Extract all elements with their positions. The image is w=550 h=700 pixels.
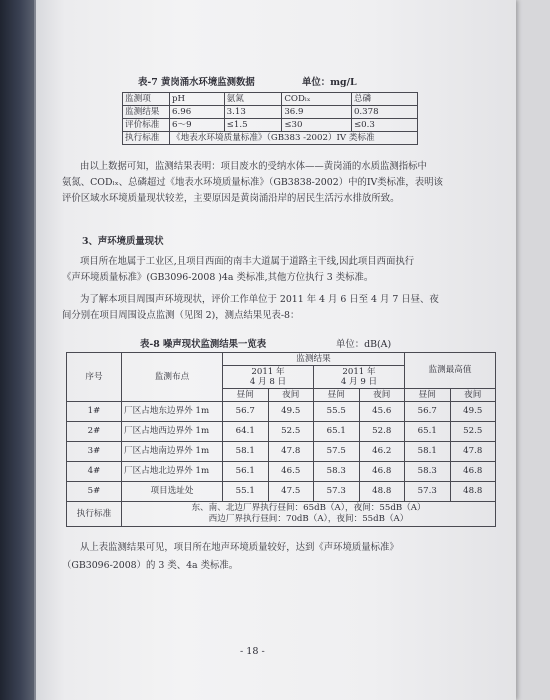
table7-cell: 0.378 (351, 106, 417, 119)
para2-line: 项目所在地属于工业区,且项目西面的南丰大道属于道路主干线,因此项目西面执行 (80, 256, 415, 267)
para1-line: 氨氮、CODₗₓ、总磷超过《地表水环境质量标准》（GB3838-2002）中的IV类标准，表明该 (62, 177, 443, 188)
table8-std-value (122, 502, 496, 527)
table8-cell: 47.8 (450, 442, 496, 462)
table7-header: pH (170, 93, 225, 106)
table8-header-day: 昼间 (223, 389, 269, 402)
std-line1: 东、南、北边厂界执行昼间：65dB（A），夜间：55dB（A） (191, 503, 426, 513)
table7-cell: 6～9 (170, 119, 225, 132)
table8-cell: 46.8 (359, 462, 405, 482)
table-row (67, 482, 496, 502)
table8-cell: 56.7 (223, 402, 269, 422)
table8-cell: 3# (67, 442, 122, 462)
table8-cell: 45.6 (359, 402, 405, 422)
page-number: - 18 - (240, 646, 265, 657)
para3-line: 为了解本项目周围声环境现状，评价工作单位于 2011 年 4 月 6 日至 4 月 7 日昼、夜 (80, 294, 439, 305)
table8-cell: 65.1 (314, 422, 360, 442)
table8-cell: 49.5 (450, 402, 496, 422)
table-row (67, 422, 496, 442)
table8-cell: 项目选址处 (122, 482, 223, 502)
table8-cell: 57.3 (314, 482, 360, 502)
table8-unit: 单位：dB(A) (336, 339, 392, 350)
table8-cell: 56.1 (223, 462, 269, 482)
table7-cell: ≤0.3 (351, 119, 417, 132)
table7-header: 监测项 (123, 93, 170, 106)
table-row (123, 106, 418, 119)
table8-cell: 52.5 (450, 422, 496, 442)
table8-cell: 49.5 (268, 402, 314, 422)
table8-cell: 57.3 (405, 482, 451, 502)
para1-line: 由以上数据可知，监测结果表明：项目废水的受纳水体——黄岗涌的水质监测指标中 (80, 161, 427, 172)
table8-cell: 厂区占地北边界外 1m (122, 462, 223, 482)
table8-header-date1 (223, 366, 314, 389)
table8-cell: 2# (67, 422, 122, 442)
table8-header-night: 夜间 (268, 389, 314, 402)
table8-cell: 52.8 (359, 422, 405, 442)
table8-cell: 55.1 (223, 482, 269, 502)
document-page (36, 0, 516, 700)
table8-header-day: 昼间 (314, 389, 360, 402)
table7-std-value: 《地表水环境质量标准》（GB383 -2002）IV 类标准 (170, 132, 418, 145)
table7-cell: ≤1.5 (224, 119, 282, 132)
table-row (67, 402, 496, 422)
para2-line: 《声环境质量标准》(GB3096-2008 )4a 类标准,其他方位执行 3 类标准。 (62, 272, 374, 283)
table-row (67, 462, 496, 482)
table8-cell: 58.3 (314, 462, 360, 482)
table8-header-date2 (314, 366, 405, 389)
date2-day: 4 月 9 日 (340, 377, 378, 387)
table8-cell: 48.8 (359, 482, 405, 502)
table8-cell: 48.8 (450, 482, 496, 502)
table8-cell: 56.7 (405, 402, 451, 422)
table7-std-label: 执行标准 (123, 132, 170, 145)
table8-cell: 55.5 (314, 402, 360, 422)
table7 (122, 92, 418, 145)
table8-cell: 46.8 (450, 462, 496, 482)
date1-day: 4 月 8 日 (249, 377, 287, 387)
table8-cell: 64.1 (223, 422, 269, 442)
table8-cell: 1# (67, 402, 122, 422)
table7-header: 总磷 (351, 93, 417, 106)
table8-cell: 厂区占地南边界外 1m (122, 442, 223, 462)
para4-line: 从上表监测结果可见，项目所在地声环境质量较好，达到《声环境质量标准》 (80, 542, 399, 553)
para1-line: 评价区域水环境质量现状较差，主要原因是黄岗涌沿岸的居民生活污水排放所致。 (62, 193, 400, 204)
date1-year: 2011 年 (251, 367, 285, 377)
table7-cell: 3.13 (224, 106, 282, 119)
table8-cell: 57.5 (314, 442, 360, 462)
para4-line: （GB3096-2008）的 3 类、4a 类标准。 (62, 560, 239, 571)
table8-cell: 46.2 (359, 442, 405, 462)
table8-header-site: 监测布点 (122, 353, 223, 402)
table8-header-max: 监测最高值 (405, 353, 496, 389)
table8-cell: 4# (67, 462, 122, 482)
table8-header-night: 夜间 (450, 389, 496, 402)
table7-unit: 单位：mg/L (302, 77, 357, 88)
table-row (123, 132, 418, 145)
table-row (67, 442, 496, 462)
para3-line: 间分别在项目周围设点监测（见图 2)，测点结果见表-8： (62, 310, 300, 321)
table7-cell: 评价标准 (123, 119, 170, 132)
table7-cell: 36.9 (282, 106, 352, 119)
table7-caption: 表-7 黄岗涌水环境监测数据 (138, 77, 255, 88)
table8-cell: 47.5 (268, 482, 314, 502)
table8-header-night: 夜间 (359, 389, 405, 402)
table8-cell: 47.8 (268, 442, 314, 462)
std-line2: 西边厂界执行昼间：70dB（A），夜间：55dB（A） (208, 514, 409, 524)
table8-header-seq: 序号 (67, 353, 122, 402)
table-row (67, 502, 496, 527)
table8-cell: 厂区占地东边界外 1m (122, 402, 223, 422)
date2-year: 2011 年 (342, 367, 376, 377)
table8-cell: 58.1 (405, 442, 451, 462)
table8-cell: 46.5 (268, 462, 314, 482)
table7-header: 氨氮 (224, 93, 282, 106)
table8-cell: 58.1 (223, 442, 269, 462)
table-row (123, 119, 418, 132)
table8-header-day: 昼间 (405, 389, 451, 402)
table8-cell: 52.5 (268, 422, 314, 442)
table7-cell: 6.96 (170, 106, 225, 119)
table8-cell: 58.3 (405, 462, 451, 482)
binder-edge (0, 0, 34, 700)
table7-cell: ≤30 (282, 119, 352, 132)
section-title: 3、声环境质量现状 (82, 236, 164, 247)
table7-cell: 监测结果 (123, 106, 170, 119)
table8-cell: 65.1 (405, 422, 451, 442)
table8-header-result: 监测结果 (223, 353, 405, 366)
table8-caption: 表-8 噪声现状监测结果一览表 (140, 339, 267, 350)
table8-std-label: 执行标准 (67, 502, 122, 527)
table8 (66, 352, 496, 527)
table7-header: CODₗₓ (282, 93, 352, 106)
table8-cell: 5# (67, 482, 122, 502)
table8-cell: 厂区占地西边界外 1m (122, 422, 223, 442)
